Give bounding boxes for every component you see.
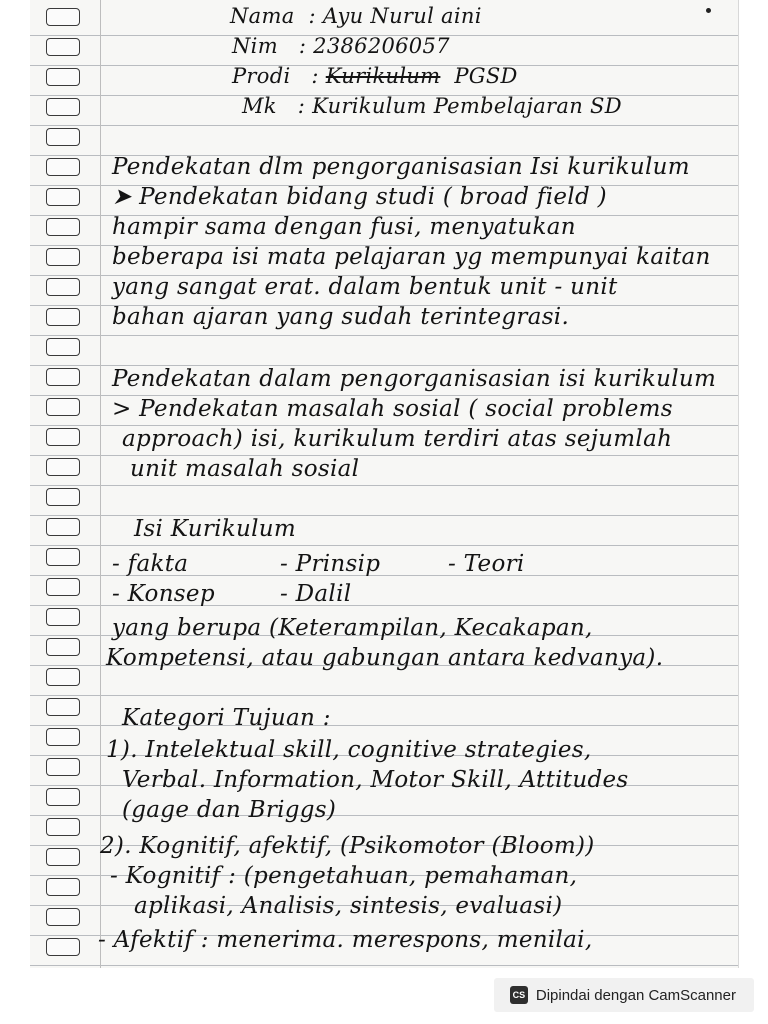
binder-hole [46,158,80,176]
section1-line: bahan ajaran yang sudah terintegrasi. [112,304,570,330]
camscanner-icon: CS [510,986,528,1004]
prodi-label: Prodi : [232,64,319,88]
binder-hole [46,368,80,386]
isi-item: - Teori [448,551,525,577]
section4-line: aplikasi, Analisis, sintesis, evaluasi) [134,893,563,919]
binder-hole [46,698,80,716]
header-nama: Nama : Ayu Nurul aini [230,4,482,28]
binder-holes [46,0,86,968]
section4-line: (gage dan Briggs) [122,797,337,823]
section4-title: Kategori Tujuan : [122,705,331,731]
section4-line: - Kognitif : (pengetahuan, pemahaman, [110,863,578,889]
section1-line: hampir sama dengan fusi, menyatukan [112,214,576,240]
notebook-page [30,0,739,968]
binder-hole [46,578,80,596]
section4-line: 2). Kognitif, afektif, (Psikomotor (Bloom)) [100,833,595,859]
binder-hole [46,38,80,56]
prodi-value: PGSD [454,64,518,88]
binder-hole [46,308,80,326]
header-prodi [232,64,518,88]
section2-title: Pendekatan dalam pengorganisasian isi kurikulum [112,366,717,392]
binder-hole [46,218,80,236]
binder-hole [46,818,80,836]
binder-hole [46,128,80,146]
section1-line: beberapa isi mata pelajaran yg mempunyai kaitan [112,244,711,270]
section1-title: Pendekatan dlm pengorganisasian Isi kurikulum [112,154,690,180]
binder-hole [46,638,80,656]
binder-hole [46,788,80,806]
isi-item: - Konsep [112,581,215,607]
binder-hole [46,188,80,206]
binder-hole [46,848,80,866]
binder-hole [46,8,80,26]
binder-hole [46,68,80,86]
binder-hole [46,758,80,776]
section3-line: Kompetensi, atau gabungan antara kedvanya). [106,645,664,671]
binder-hole [46,248,80,266]
binder-hole [46,548,80,566]
binder-hole [46,908,80,926]
binder-hole [46,728,80,746]
section3-title: Isi Kurikulum [134,516,297,542]
camscanner-watermark [494,978,754,1012]
binder-hole [46,668,80,686]
header-mk: Mk : Kurikulum Pembelajaran SD [242,94,622,118]
binder-hole [46,878,80,896]
section1-line: ➤ Pendekatan bidang studi ( broad field ) [112,184,607,210]
section3-line: yang berupa (Keterampilan, Kecakapan, [112,615,593,641]
binder-hole [46,428,80,446]
binder-hole [46,458,80,476]
binder-hole [46,518,80,536]
binder-hole [46,488,80,506]
section4-line: 1). Intelektual skill, cognitive strategies, [106,737,592,763]
isi-item: - Dalil [280,581,352,607]
section4-line: Verbal. Information, Motor Skill, Attitudes [122,767,629,793]
watermark-text: Dipindai dengan CamScanner [535,986,736,1004]
binder-hole [46,338,80,356]
header-nim: Nim : 2386206057 [232,34,450,58]
margin-line [100,0,101,968]
section2-line: approach) isi, kurikulum terdiri atas sejumlah [122,426,673,452]
isi-item: - fakta [112,551,189,577]
binder-hole [46,938,80,956]
section1-line: yang sangat erat. dalam bentuk unit - unit [112,274,618,300]
binder-hole [46,608,80,626]
binder-hole [46,98,80,116]
prodi-struck: Kurikulum [325,64,441,88]
binder-hole [46,278,80,296]
binder-hole [46,398,80,416]
section2-line: > Pendekatan masalah sosial ( social problems [112,396,673,422]
ink-dot [706,8,711,13]
section2-line: unit masalah sosial [130,456,360,482]
isi-item: - Prinsip [280,551,381,577]
section4-line: - Afektif : menerima. merespons, menilai, [98,927,593,953]
